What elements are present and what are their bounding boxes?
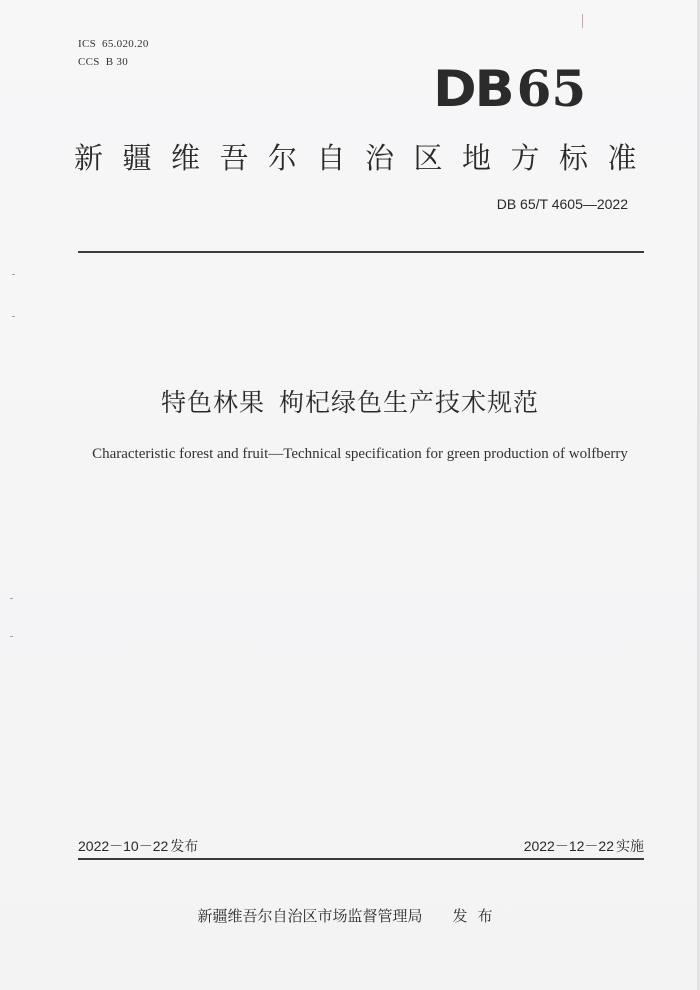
logo-number: 65	[516, 59, 587, 118]
publisher-action: 发布	[452, 907, 503, 925]
document-title-zh	[0, 383, 700, 419]
ccs-code: B 30	[105, 56, 128, 68]
db65-logo	[433, 59, 587, 118]
publisher-name: 新疆维吾尔自治区市场监督管理局	[197, 907, 423, 925]
title-zh-part1: 特色林果	[160, 388, 265, 417]
implement-date: 2022－12－22	[523, 838, 614, 854]
scan-speck	[10, 598, 13, 599]
top-divider	[78, 251, 644, 253]
implement-label: 实施	[616, 839, 644, 855]
document-title-en: Characteristic forest and fruit—Technical specification for green production of wolfberry	[92, 446, 628, 462]
publish-date: 2022－10－22	[78, 838, 169, 854]
ics-label: ICS	[78, 38, 97, 50]
ics-classification	[78, 38, 149, 50]
publisher-line	[0, 905, 700, 926]
logo-db-text: DB	[433, 60, 513, 118]
title-zh-part2: 枸杞绿色生产技术规范	[279, 388, 540, 417]
scan-speck	[12, 274, 15, 275]
publish-date-block	[78, 836, 198, 856]
ics-code: 65.020.20	[102, 38, 149, 50]
standard-code: DB 65/T 4605—2022	[496, 196, 628, 212]
scan-speck	[10, 636, 13, 637]
scan-speck	[12, 316, 15, 317]
standard-category-title: 新疆维吾尔自治区地方标准	[74, 141, 657, 175]
ccs-classification	[78, 56, 128, 68]
implement-date-block	[524, 836, 644, 856]
ccs-label: CCS	[78, 56, 100, 68]
publish-label: 发布	[170, 839, 199, 855]
bottom-divider	[78, 858, 644, 860]
scan-speck	[582, 14, 583, 28]
